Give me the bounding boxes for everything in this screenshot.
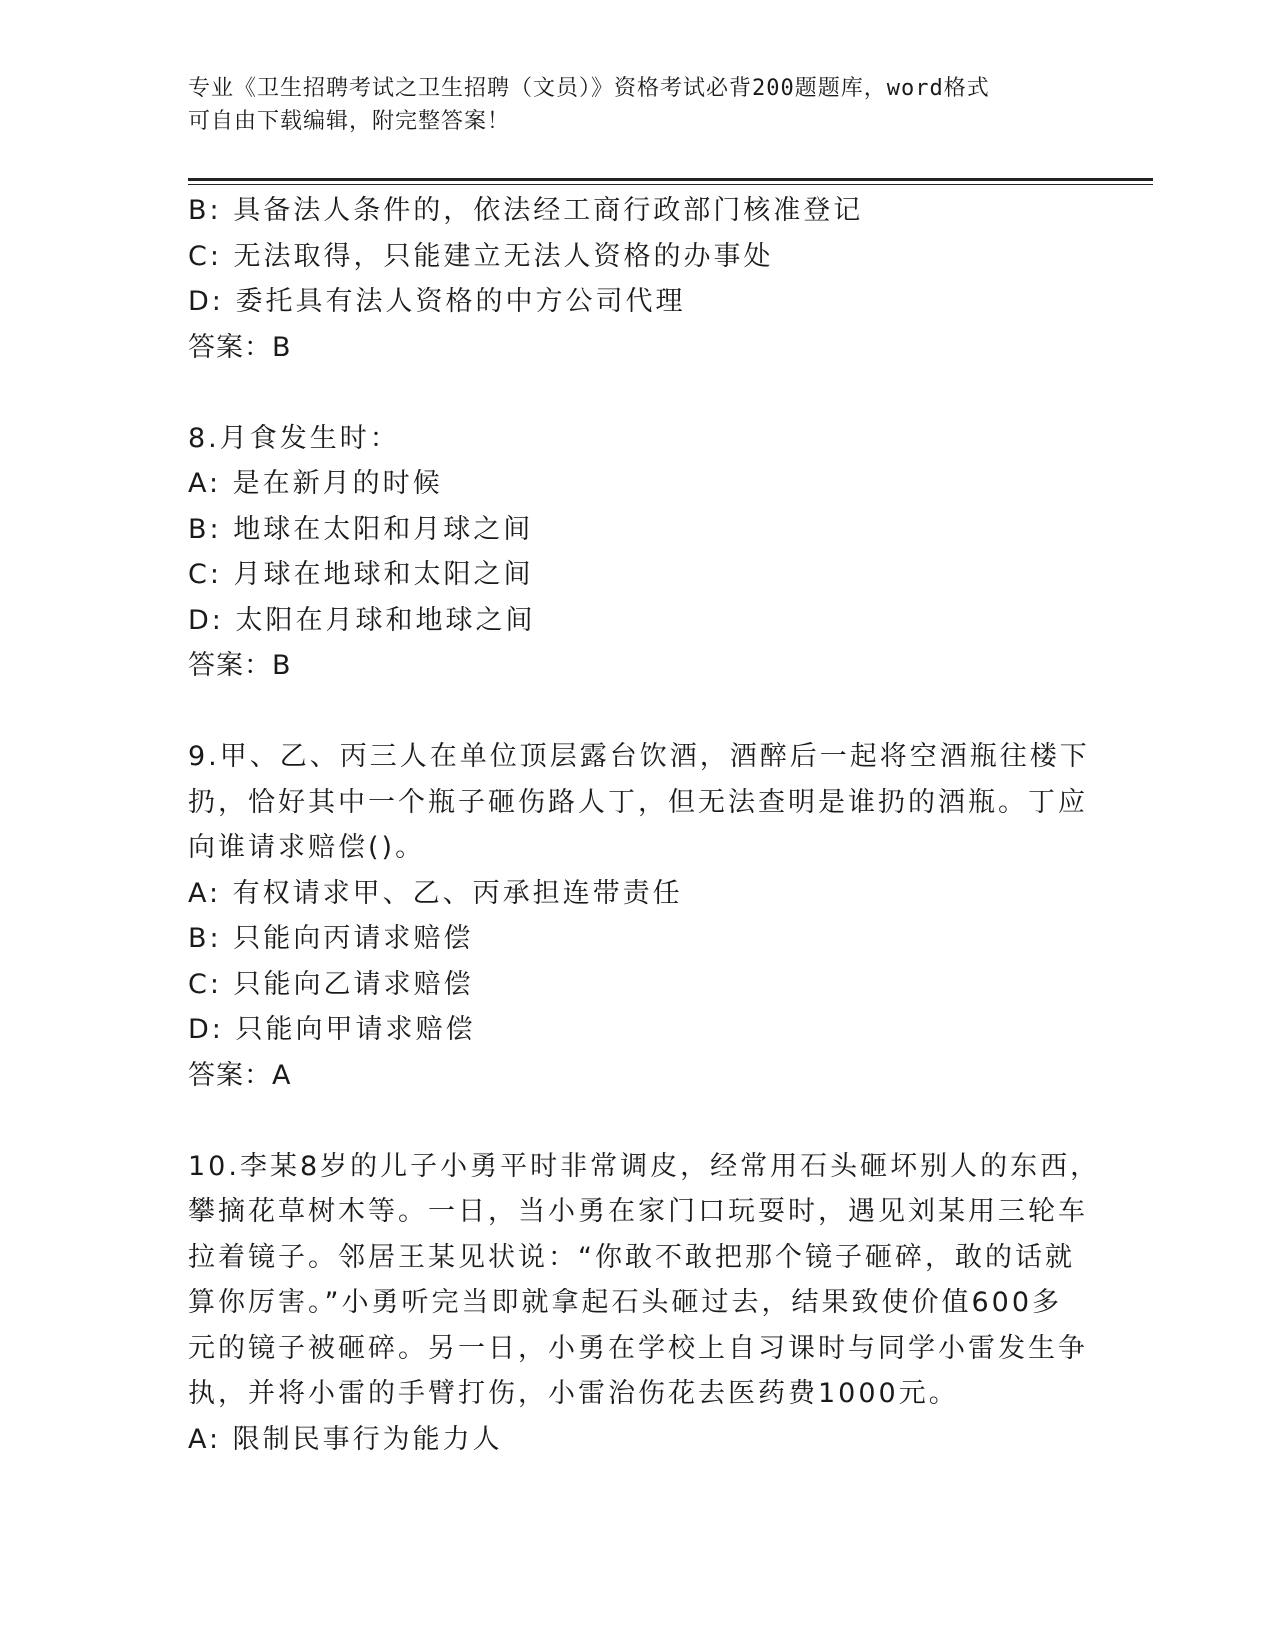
q9-option-c: C: 只能向乙请求赔偿 — [188, 968, 474, 1000]
q9-stem-line-1: 9.甲、乙、丙三人在单位顶层露台饮酒，酒醉后一起将空酒瓶往楼下 — [188, 741, 1090, 772]
spacer — [188, 689, 1068, 735]
header-title-line-2: 可自由下载编辑，附完整答案！ — [188, 109, 511, 134]
q10-stem-line-4: 算你厉害。”小勇听完当即就拿起石头砸过去，结果致使价值600多 — [188, 1287, 1063, 1318]
q9-answer: 答案：A — [188, 1059, 292, 1091]
q9-option-b: B: 只能向丙请求赔偿 — [188, 923, 474, 954]
q9-option-a: A: 有权请求甲、乙、丙承担连带责任 — [188, 877, 683, 909]
q10-stem-line-5: 元的镜子被砸碎。另一日，小勇在学校上自习课时与同学小雷发生争 — [188, 1332, 1088, 1364]
q10-stem-line-2: 攀摘花草树木等。一日，当小勇在家门口玩耍时，遇见刘某用三轮车 — [188, 1196, 1088, 1227]
header-title-line-1: 专业《卫生招聘考试之卫生招聘（文员）》资格考试必背200题题库，word格式 — [188, 76, 990, 101]
q9-option-d: D: 只能向甲请求赔偿 — [188, 1014, 476, 1045]
q9-stem-line-3: 向谁请求赔偿()。 — [188, 832, 426, 863]
question-7 — [188, 188, 1068, 370]
question-8 — [188, 416, 1068, 689]
q10-stem-line-6: 执，并将小雷的手臂打伤，小雷治伤花去医药费1000元。 — [188, 1378, 959, 1409]
q8-option-d: D: 太阳在月球和地球之间 — [188, 604, 536, 636]
document-header — [188, 72, 1088, 138]
q7-answer: 答案：B — [188, 331, 292, 363]
question-list — [188, 188, 1101, 1462]
q7-option-d: D: 委托具有法人资格的中方公司代理 — [188, 286, 686, 317]
question-10 — [188, 1144, 1101, 1463]
q7-option-c: C: 无法取得，只能建立无法人资格的办事处 — [188, 240, 774, 272]
q8-option-b: B: 地球在太阳和月球之间 — [188, 513, 534, 545]
q8-answer: 答案：B — [188, 650, 292, 681]
q10-stem-line-1: 10.李某8岁的儿子小勇平时非常调皮，经常用石头砸坏别人的东西， — [188, 1150, 1101, 1182]
q10-option-a: A: 限制民事行为能力人 — [188, 1423, 503, 1455]
q8-stem: 8.月食发生时： — [188, 422, 400, 454]
spacer — [188, 1098, 1068, 1144]
q8-option-c: C: 月球在地球和太阳之间 — [188, 559, 534, 590]
header-rule-thin — [188, 184, 1153, 185]
spacer — [188, 370, 1068, 416]
q9-stem-line-2: 扔，恰好其中一个瓶子砸伤路人丁，但无法查明是谁扔的酒瓶。丁应 — [188, 786, 1088, 818]
q8-option-a: A: 是在新月的时候 — [188, 468, 443, 499]
header-rule-thick — [188, 178, 1153, 181]
q10-stem-line-3: 拉着镜子。邻居王某见状说：“你敢不敢把那个镜子砸碎，敢的话就 — [188, 1241, 1075, 1273]
q7-option-b: B: 具备法人条件的，依法经工商行政部门核准登记 — [188, 195, 864, 226]
question-9 — [188, 734, 1090, 1098]
